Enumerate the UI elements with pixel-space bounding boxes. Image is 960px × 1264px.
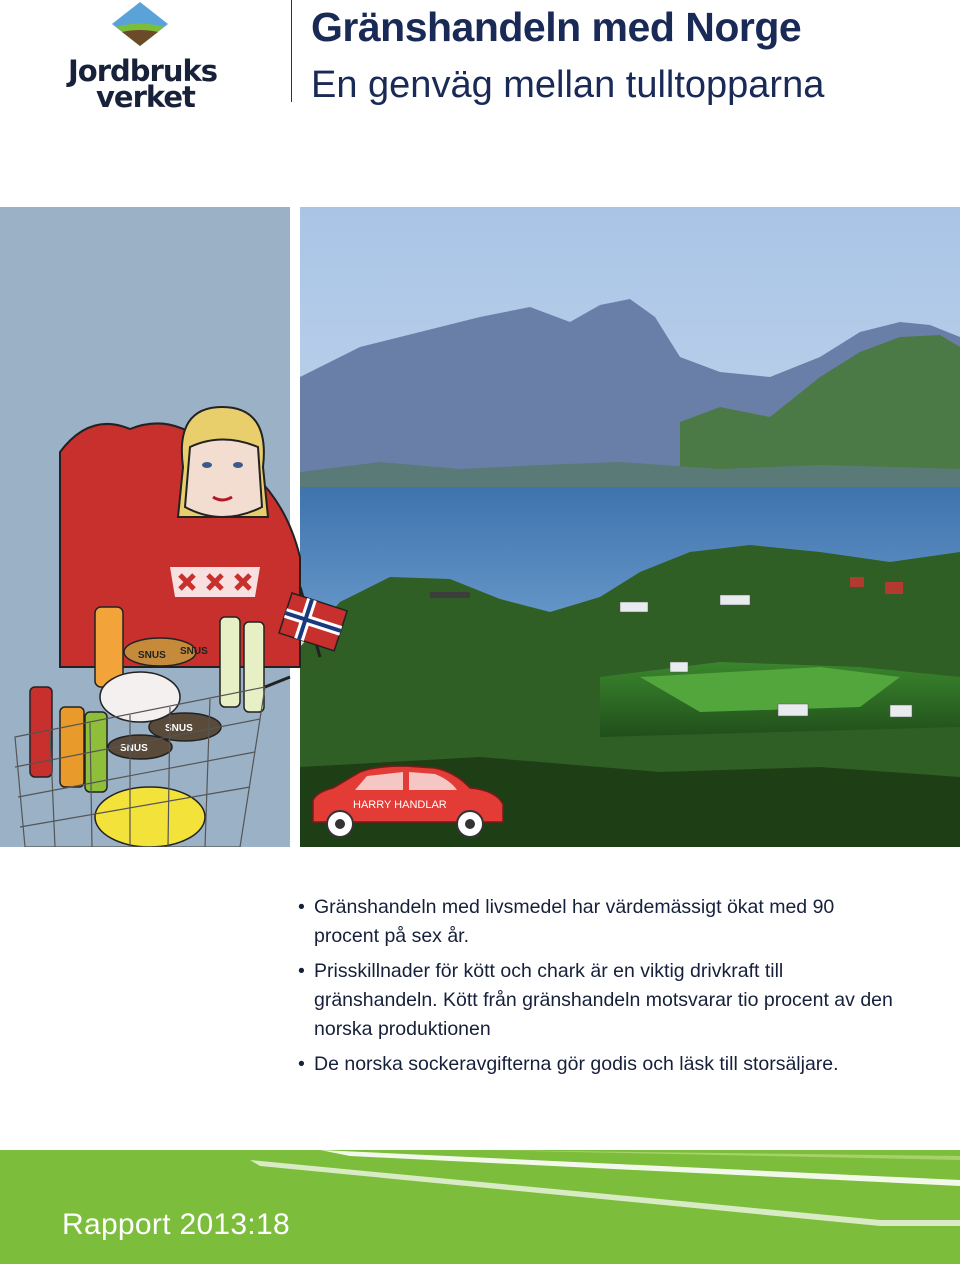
logo-line-2: verket xyxy=(96,80,195,114)
list-item: • De norska sockeravgifterna gör godis och läsk till storsäljare. xyxy=(296,1050,896,1079)
report-number: Rapport 2013:18 xyxy=(62,1208,291,1241)
cover-image xyxy=(0,207,960,847)
svg-text:SNUS: SNUS xyxy=(120,743,148,754)
footer-band xyxy=(0,1150,960,1264)
logo-line-1: Jordbruks xyxy=(68,54,218,88)
logo-diamond-icon xyxy=(60,0,220,60)
svg-text:SNUS: SNUS xyxy=(180,646,208,657)
svg-text:SNUS: SNUS xyxy=(138,650,166,661)
shopper-illustration xyxy=(0,207,360,847)
document-subtitle: En genväg mellan tulltopparna xyxy=(311,64,825,106)
jordbruksverket-logo xyxy=(60,0,220,115)
svg-text:SNUS: SNUS xyxy=(165,723,193,734)
document-title: Gränshandeln med Norge xyxy=(311,4,802,50)
fjord-landscape-photo xyxy=(300,207,960,847)
list-item: • Prisskillnader för kött och chark är en viktig drivkraft till gränshandeln. Kött från gränshandeln motsvarar tio procent av den norska produktionen xyxy=(296,957,896,1044)
header-divider xyxy=(291,0,292,102)
list-item: • Gränshandeln med livsmedel har värdemässigt ökat med 90 procent på sex år. xyxy=(296,893,896,951)
car-illustration xyxy=(305,762,510,842)
car-label: HARRY HANDLAR xyxy=(353,799,447,811)
key-findings-list xyxy=(296,893,896,1079)
